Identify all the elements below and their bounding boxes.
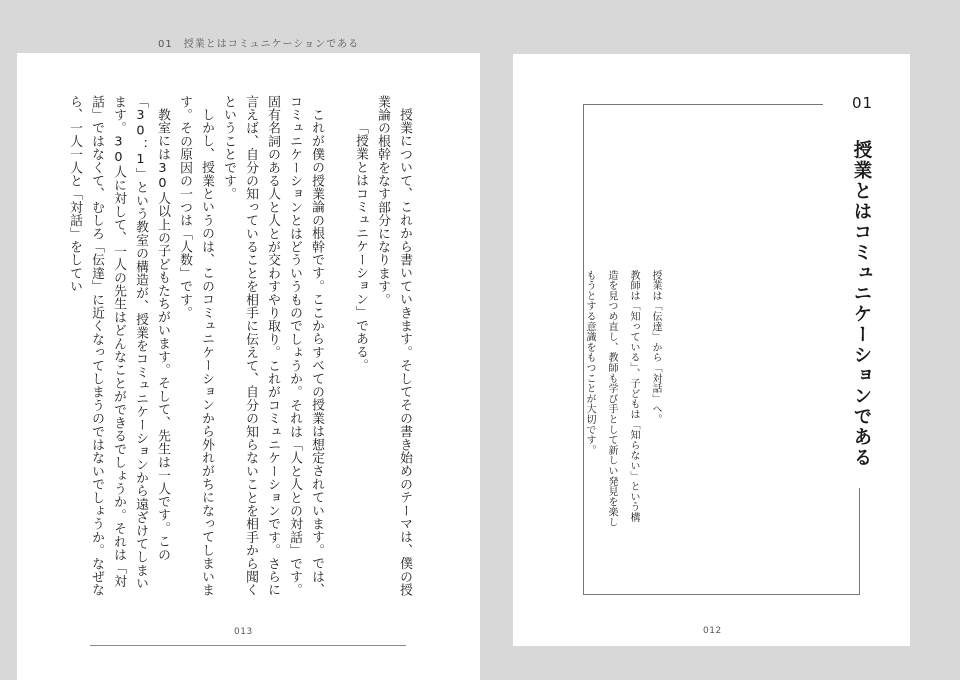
paragraph-3: これが僕の授業論の根幹です。ここからすべての授業は想定されています。では、コミュニケーションとはどういうものでしょうか。それは「人と人との対話」です。固有名詞のある人と人とが交わすやり取り。これがコミュニケーションです。さらに言えば、自分の知っていることを相手に伝えて、自分の知らないことを相手から聞くということです。 (221, 95, 324, 597)
chapter-title: 授業とはコミュニケーションである (851, 140, 872, 468)
paragraph-5: 教室には30人以上の子どもたちがいます。そして、先生は一人です。この「30：1」という教室の構造が、授業をコミュニケーションから遠ざけてしまいます。30人に対して、一人の先生はどんなことができるでしょうか。それは「対話」ではなくて、むしろ「伝達」に近くなってしまうのではないでしょうか。なぜなら、一人一人と「対話」をしてい (67, 95, 170, 597)
frame-top-line (583, 104, 823, 105)
body-text (67, 95, 415, 600)
chapter-summary (578, 270, 666, 600)
paragraph-1: 授業について、これから書いていきます。そしてその書き始めのテーマは、僕の授業論の根幹をなす部分になります。 (375, 95, 412, 597)
summary-line: もうとする意識をもつことが大切です。 (584, 270, 595, 456)
running-head: 01 授業とはコミュニケーションである (158, 39, 360, 50)
chapter-number: 01 (852, 94, 874, 112)
page-number-right: 012 (703, 626, 722, 636)
paragraph-4: しかし、授業というのは、このコミュニケーションから外れがちになってしまいます。その原因の一つは「人数」です。 (177, 95, 214, 597)
summary-line: 教師は「知っている」、子どもは「知らない」という構 (628, 270, 639, 523)
paragraph-2: 「授業とはコミュニケーション」である。 (353, 120, 368, 372)
page-number-left: 013 (234, 627, 253, 637)
summary-line: 造を見つめ直し、教師も学び手として新しい発見を楽し (606, 270, 617, 528)
frame-right-line (859, 488, 860, 595)
footer-rule-left (90, 645, 406, 646)
summary-line: 授業は「伝達」から「対話」へ。 (650, 270, 661, 425)
